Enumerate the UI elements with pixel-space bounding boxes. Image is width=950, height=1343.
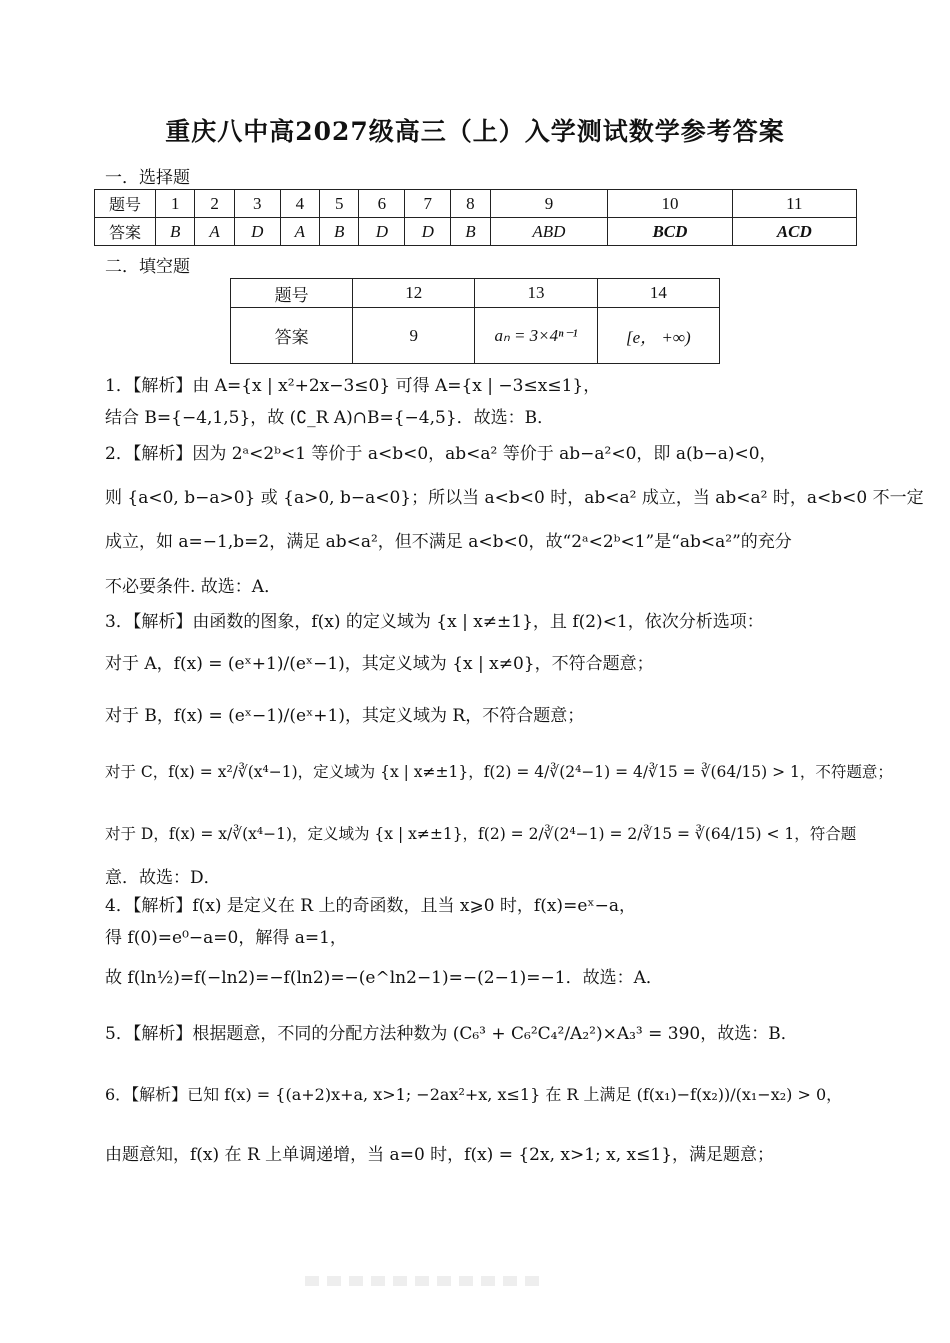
solution-line: 不必要条件. 故选：A． — [105, 577, 282, 597]
answer-cell: A — [280, 218, 319, 246]
solution-line: 对于 B，f(x) = (eˣ−1)/(eˣ+1)，其定义域为 R，不符合题意； — [105, 706, 585, 726]
solution-line: 故 f(ln½)=f(−ln2)=−f(ln2)=−(e^ln2−1)=−(2−1)=−1．故选：A． — [105, 968, 663, 988]
question-number: 14 — [597, 279, 719, 308]
solution-line: 由题意知，f(x) 在 R 上单调递增，当 a=0 时，f(x) = {2x, x>1; x, x≤1}，满足题意； — [105, 1145, 775, 1165]
question-number: 7 — [405, 190, 451, 218]
solution-line: 意．故选：D． — [105, 868, 221, 888]
page-title: 重庆八中高2027级高三（上）入学测试数学参考答案 — [165, 117, 785, 146]
answer-cell: [e， +∞) — [597, 308, 719, 364]
solution-line: 4．【解析】f(x) 是定义在 R 上的奇函数，且当 x⩾0 时，f(x)=eˣ−a， — [105, 896, 636, 916]
solution-line: 则 {a<0, b−a>0} 或 {a>0, b−a<0}；所以当 a<b<0 时，ab<a² 成立，当 ab<a² 时，a<b<0 不一定 — [105, 488, 924, 508]
table-row-answers — [231, 308, 720, 364]
choice-answer-table — [94, 189, 857, 246]
answer-cell: aₙ = 3×4ⁿ⁻¹ — [475, 308, 597, 364]
question-number: 12 — [353, 279, 475, 308]
section-choice-heading: 一．选择题 — [105, 168, 190, 188]
question-number: 2 — [195, 190, 234, 218]
solution-line: 对于 A，f(x) = (eˣ+1)/(eˣ−1)，其定义域为 {x | x≠0}，不符合题意； — [105, 654, 654, 674]
question-number: 11 — [732, 190, 856, 218]
question-number: 4 — [280, 190, 319, 218]
question-number: 3 — [234, 190, 280, 218]
question-number: 13 — [475, 279, 597, 308]
row-header-question: 题号 — [95, 190, 156, 218]
answer-cell: B — [156, 218, 195, 246]
solution-line: 6．【解析】已知 f(x) = {(a+2)x+a, x>1; −2ax²+x, x≤1} 在 R 上满足 (f(x₁)−f(x₂))/(x₁−x₂) > 0， — [105, 1085, 843, 1104]
row-header-question: 题号 — [231, 279, 353, 308]
faded-footer-watermark — [305, 1276, 545, 1286]
table-row-answers — [95, 218, 857, 246]
solution-line: 5．【解析】根据题意，不同的分配方法种数为 (C₆³ + C₆²C₄²/A₂²)×A₃³ = 390，故选：B． — [105, 1024, 798, 1044]
row-header-answer: 答案 — [95, 218, 156, 246]
answer-cell: ACD — [732, 218, 856, 246]
question-number: 8 — [451, 190, 490, 218]
answer-cell: BCD — [608, 218, 732, 246]
table-row-questions — [95, 190, 857, 218]
answer-cell: 9 — [353, 308, 475, 364]
answer-cell: B — [451, 218, 490, 246]
answer-cell: B — [320, 218, 359, 246]
answer-cell: D — [234, 218, 280, 246]
answer-cell: D — [359, 218, 405, 246]
answer-cell: D — [405, 218, 451, 246]
solution-line: 结合 B={−4,1,5}，故 (∁_R A)∩B={−4,5}．故选：B． — [105, 408, 555, 428]
question-number: 5 — [320, 190, 359, 218]
section-fill-heading: 二．填空题 — [105, 257, 190, 277]
solution-line: 成立，如 a=−1,b=2，满足 ab<a²，但不满足 a<b<0，故“2ᵃ<2ᵇ<1”是“ab<a²”的充分 — [105, 532, 792, 552]
table-row-questions — [231, 279, 720, 308]
solution-line: 得 f(0)=e⁰−a=0，解得 a=1， — [105, 928, 347, 948]
answer-cell: A — [195, 218, 234, 246]
question-number: 6 — [359, 190, 405, 218]
question-number: 1 — [156, 190, 195, 218]
answer-cell: ABD — [490, 218, 608, 246]
solution-line: 对于 D，f(x) = x/∛(x⁴−1)，定义域为 {x | x≠±1}，f(2) = 2/∛(2⁴−1) = 2/∛15 = ∛(64/15) < 1，符合题 — [105, 825, 857, 843]
question-number: 10 — [608, 190, 732, 218]
fill-answer-table — [230, 278, 720, 364]
question-number: 9 — [490, 190, 608, 218]
solution-line: 3．【解析】由函数的图象，f(x) 的定义域为 {x | x≠±1}，且 f(2)<1，依次分析选项： — [105, 612, 764, 632]
solution-line: 2．【解析】因为 2ᵃ<2ᵇ<1 等价于 a<b<0，ab<a² 等价于 ab−a²<0，即 a(b−a)<0， — [105, 444, 777, 464]
solution-line: 对于 C，f(x) = x²/∛(x⁴−1)，定义域为 {x | x≠±1}，f(2) = 4/∛(2⁴−1) = 4/∛15 = ∛(64/15) > 1，不符题意； — [105, 763, 893, 781]
row-header-answer: 答案 — [231, 308, 353, 364]
solution-line: 1．【解析】由 A={x | x²+2x−3≤0} 可得 A={x | −3≤x≤1}， — [105, 376, 601, 396]
